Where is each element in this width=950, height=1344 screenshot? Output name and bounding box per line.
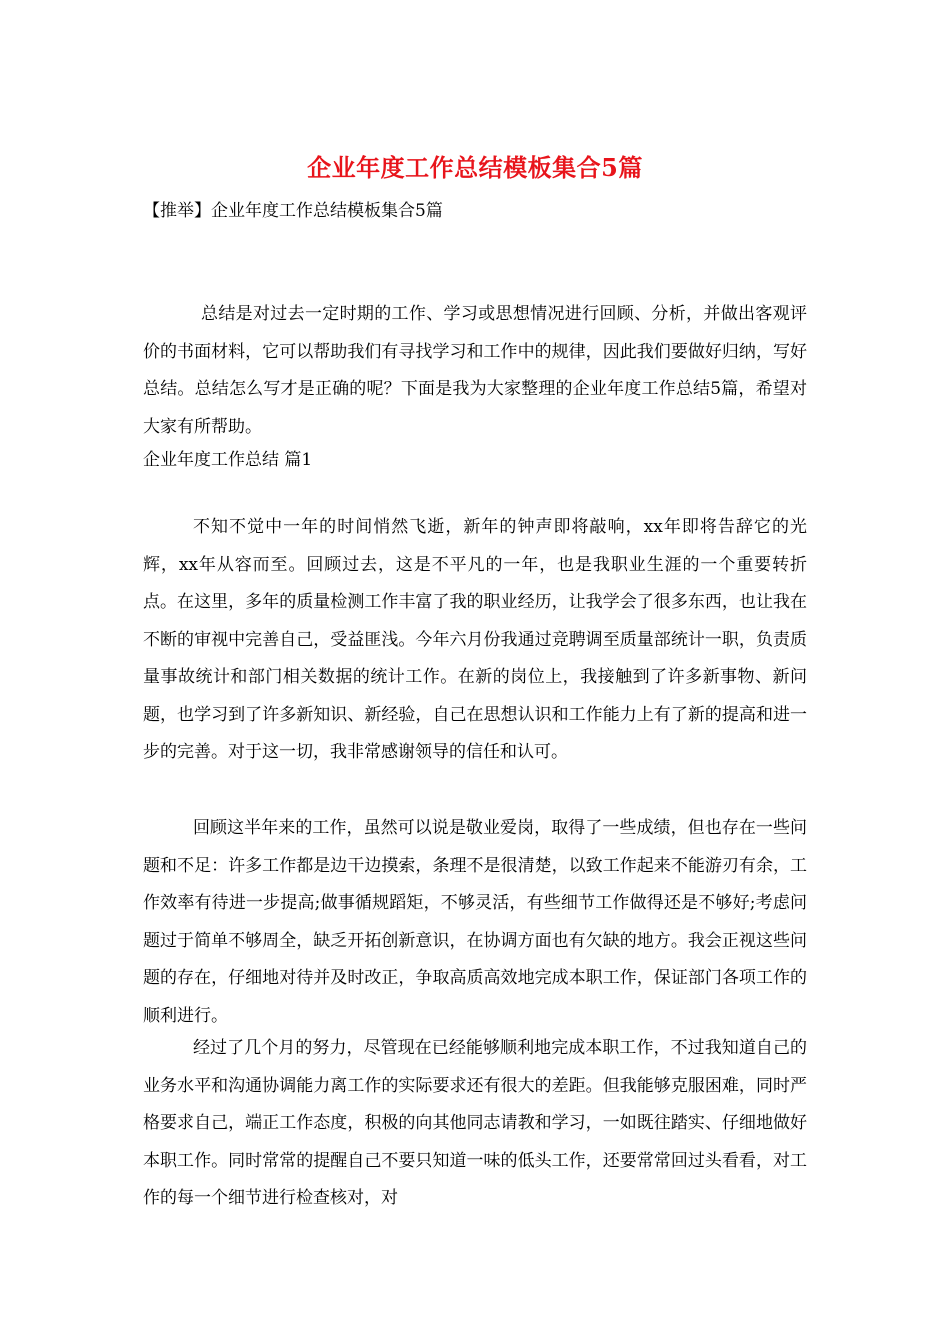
document-subtitle: 【推举】企业年度工作总结模板集合5篇 [143,201,443,221]
body-paragraph-2: 回顾这半年来的工作，虽然可以说是敬业爱岗，取得了一些成绩，但也存在一些问题和不足：许多工作都是边干边摸索，条理不是很清楚，以致工作起来不能游刃有余，工作效率有待进一步提高;做事循规蹈矩，不够灵活，有些细节工作做得还是不够好;考虑问题过于简单不够周全，缺乏开拓创新意识，在协调方面也有欠缺的地方。我会正视这些问题的存在，仔细地对待并及时改正，争取高质高效地完成本职工作，保证部门各项工作的顺利进行。 [143,818,807,1026]
intro-paragraph: 总结是对过去一定时期的工作、学习或思想情况进行回顾、分析，并做出客观评价的书面材料，它可以帮助我们有寻找学习和工作中的规律，因此我们要做好归纳，写好总结。总结怎么写才是正确的呢？下面是我为大家整理的企业年度工作总结5篇，希望对大家有所帮助。 [143,304,807,437]
document-title: 企业年度工作总结模板集合5篇 [307,153,643,182]
section-heading: 企业年度工作总结 篇1 [143,450,313,470]
body-paragraph-1: 不知不觉中一年的时间悄然飞逝，新年的钟声即将敲响，xx年即将告辞它的光辉，xx年从容而至。回顾过去，这是不平凡的一年，也是我职业生涯的一个重要转折点。在这里，多年的质量检测工作丰富了我的职业经历，让我学会了很多东西，也让我在不断的审视中完善自己，受益匪浅。今年六月份我通过竞聘调至质量部统计一职，负责质量事故统计和部门相关数据的统计工作。在新的岗位上，我接触到了许多新事物、新问题，也学习到了许多新知识、新经验，自己在思想认识和工作能力上有了新的提高和进一步的完善。对于这一切，我非常感谢领导的信任和认可。 [143,517,807,762]
body-paragraph-3: 经过了几个月的努力，尽管现在已经能够顺利地完成本职工作，不过我知道自己的业务水平和沟通协调能力离工作的实际要求还有很大的差距。但我能够克服困难，同时严格要求自己，端正工作态度，积极的向其他同志请教和学习，一如既往踏实、仔细地做好本职工作。同时常常的提醒自己不要只知道一味的低头工作，还要常常回过头看看，对工作的每一个细节进行检查核对，对 [143,1038,807,1208]
